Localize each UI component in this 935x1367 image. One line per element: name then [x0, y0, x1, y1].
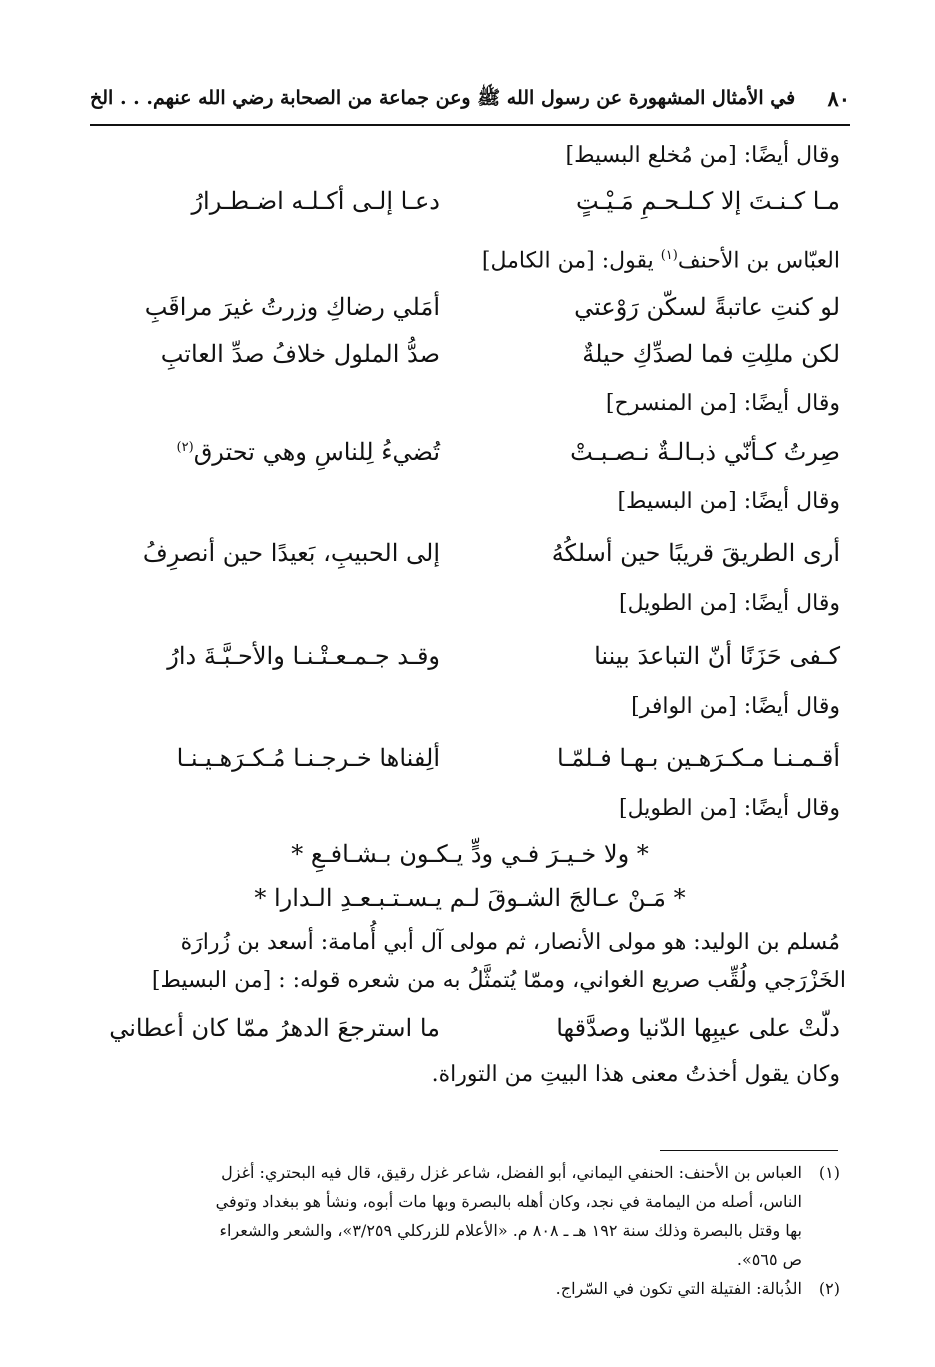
- intro-line: [100, 232, 840, 280]
- intro-line: وقال أيضًا: [من المنسرح]: [605, 391, 840, 416]
- footnote: [100, 1274, 840, 1303]
- verse-hemistich: أرى الطريقَ قريبًا حين أسلكُهُ: [551, 539, 840, 567]
- header-rule: [90, 124, 850, 126]
- verse-hemistich: دعـا إلـى أكـلـه اضـطـرارُ: [191, 187, 440, 215]
- verse-hemistich: ألِفناها خـرجـنـا مُـكـرَهـيـنـا: [176, 744, 440, 772]
- intro-line: وقال أيضًا: [من الطويل]: [619, 591, 840, 616]
- verse: [100, 730, 840, 786]
- verse-hemistich: ما استرجعَ الدهرُ ممّا كان أعطاني: [109, 1014, 440, 1042]
- single-hemistich: * مَـنْ عـالجَ الشـوقَ لـم يـسـتـبـعـدِ الـدارا *: [254, 884, 686, 912]
- intro-line: وقال أيضًا: [من الوافر]: [631, 694, 840, 719]
- verse: [100, 280, 840, 334]
- intro-line: وقال أيضًا: [من مُخلع البسيط]: [565, 143, 840, 168]
- paragraph-line: وكان يقول أخذتُ معنى هذا البيتِ من التوراة.: [431, 1062, 840, 1087]
- footnote-ref: (١): [660, 248, 678, 263]
- verse-hemistich: صدُّ الملول خلافُ صدِّ العاتبِ: [160, 340, 440, 368]
- footnote-separator: [660, 1150, 838, 1151]
- footnote-line: الناس، أصله من اليمامة في نجد، وكان أهله بالبصرة وبها مات أبوه، ونشأ هو ببغداد وتوفي: [215, 1192, 802, 1211]
- verse-hemistich: كـفى حَزَنًا أنّ التباعدَ بيننا: [594, 642, 840, 670]
- verse-hemistich: تُضيءُ لِلناسِ وهي تحترق$^{(٢)}$: [176, 438, 440, 466]
- main-text: [100, 130, 846, 1094]
- verse-hemistich: إلى الحبيبِ، بَعيدًا حين أنصرِفُ: [142, 539, 440, 567]
- footnote-line: العباس بن الأحنف: الحنفي اليماني، أبو الفضل، شاعر غزل رقيق، قال فيه البحتري: أغزل: [221, 1163, 802, 1182]
- intro-line: وقال أيضًا: [من الطويل]: [619, 796, 840, 821]
- verse-hemistich: دلّتْ على عيبِها الدّنيا وصدَّقها: [556, 1014, 840, 1042]
- verse-hemistich: صِرتُ كـأنّي ذبـالـةٌ نـصـبـتْ: [570, 438, 840, 466]
- paragraph-line: مُسلم بن الوليد: هو مولى الأنصار، ثم مولى آل أبي أُمامة: أسعد بن زُرارَة: [180, 930, 840, 955]
- verse-hemistich: لو كنتِ عاتبةً لسكّن رَوْعتي: [574, 293, 840, 321]
- verse: [100, 426, 840, 478]
- footnote: [100, 1158, 840, 1274]
- verse-hemistich: وقـد جـمـعـتْـنـا والأحـبَّـةَ دارُ: [167, 642, 440, 670]
- verse: [100, 334, 840, 374]
- footnote-line: الذُبالة: الفتيلة التي تكون في السّراج.: [555, 1279, 802, 1298]
- verse: [100, 628, 840, 684]
- verse-hemistich: أقـمـنـا مـكـرَهـين بـهـا فـلمّـا: [557, 744, 840, 772]
- footnote-text: [100, 1158, 802, 1274]
- footnote-number: (٢): [818, 1279, 840, 1298]
- single-hemistich: * ولا خـيـرَ فـي ودٍّ يـكـون بـشـافـعِ *: [291, 840, 649, 868]
- verse: [100, 526, 840, 580]
- intro-line: وقال أيضًا: [من البسيط]: [617, 489, 840, 514]
- running-title: في الأمثال المشهورة عن رسول الله ﷺ وعن جماعة من الصحابة رضي الله عنهم. . . الخ: [90, 87, 796, 109]
- footnote-number: (١): [818, 1163, 840, 1182]
- footnotes: [100, 1158, 840, 1303]
- meter-label: يقول: [من الكامل]: [481, 248, 661, 274]
- footnote-line: ص ٥٦٥».: [736, 1250, 802, 1269]
- verse-hemistich: أمَلي رضاكِ وزرتُ غيرَ مراقَبِ: [144, 293, 440, 321]
- verse-hemistich: لكن مللِتِ فما لصدِّكِ حيلةٌ: [582, 340, 840, 368]
- verse: [100, 1000, 840, 1056]
- verse: [100, 170, 840, 232]
- paragraph-line: الخَزْرَجي ولُقِّب صريع الغواني، وممّا يُتمثَّلُ به من شعره قوله: : [من البسيط]: [151, 968, 846, 993]
- poet-name: العبّاس بن الأحنف: [677, 248, 840, 274]
- verse-hemistich: مـا كـنـتَ إلا كـلـحـمِ مَـيْـتٍ: [575, 187, 840, 215]
- footnote-line: بها وقتل بالبصرة وذلك سنة ١٩٢ هـ ـ ٨٠٨ م. «الأعلام للزركلي ٣/٢٥٩»، والشعر والشعراء: [219, 1221, 802, 1240]
- footnote-ref: (٢): [176, 440, 194, 455]
- running-header: [90, 82, 850, 122]
- footnote-text: [100, 1274, 802, 1303]
- page-number: ٨٠: [827, 86, 850, 111]
